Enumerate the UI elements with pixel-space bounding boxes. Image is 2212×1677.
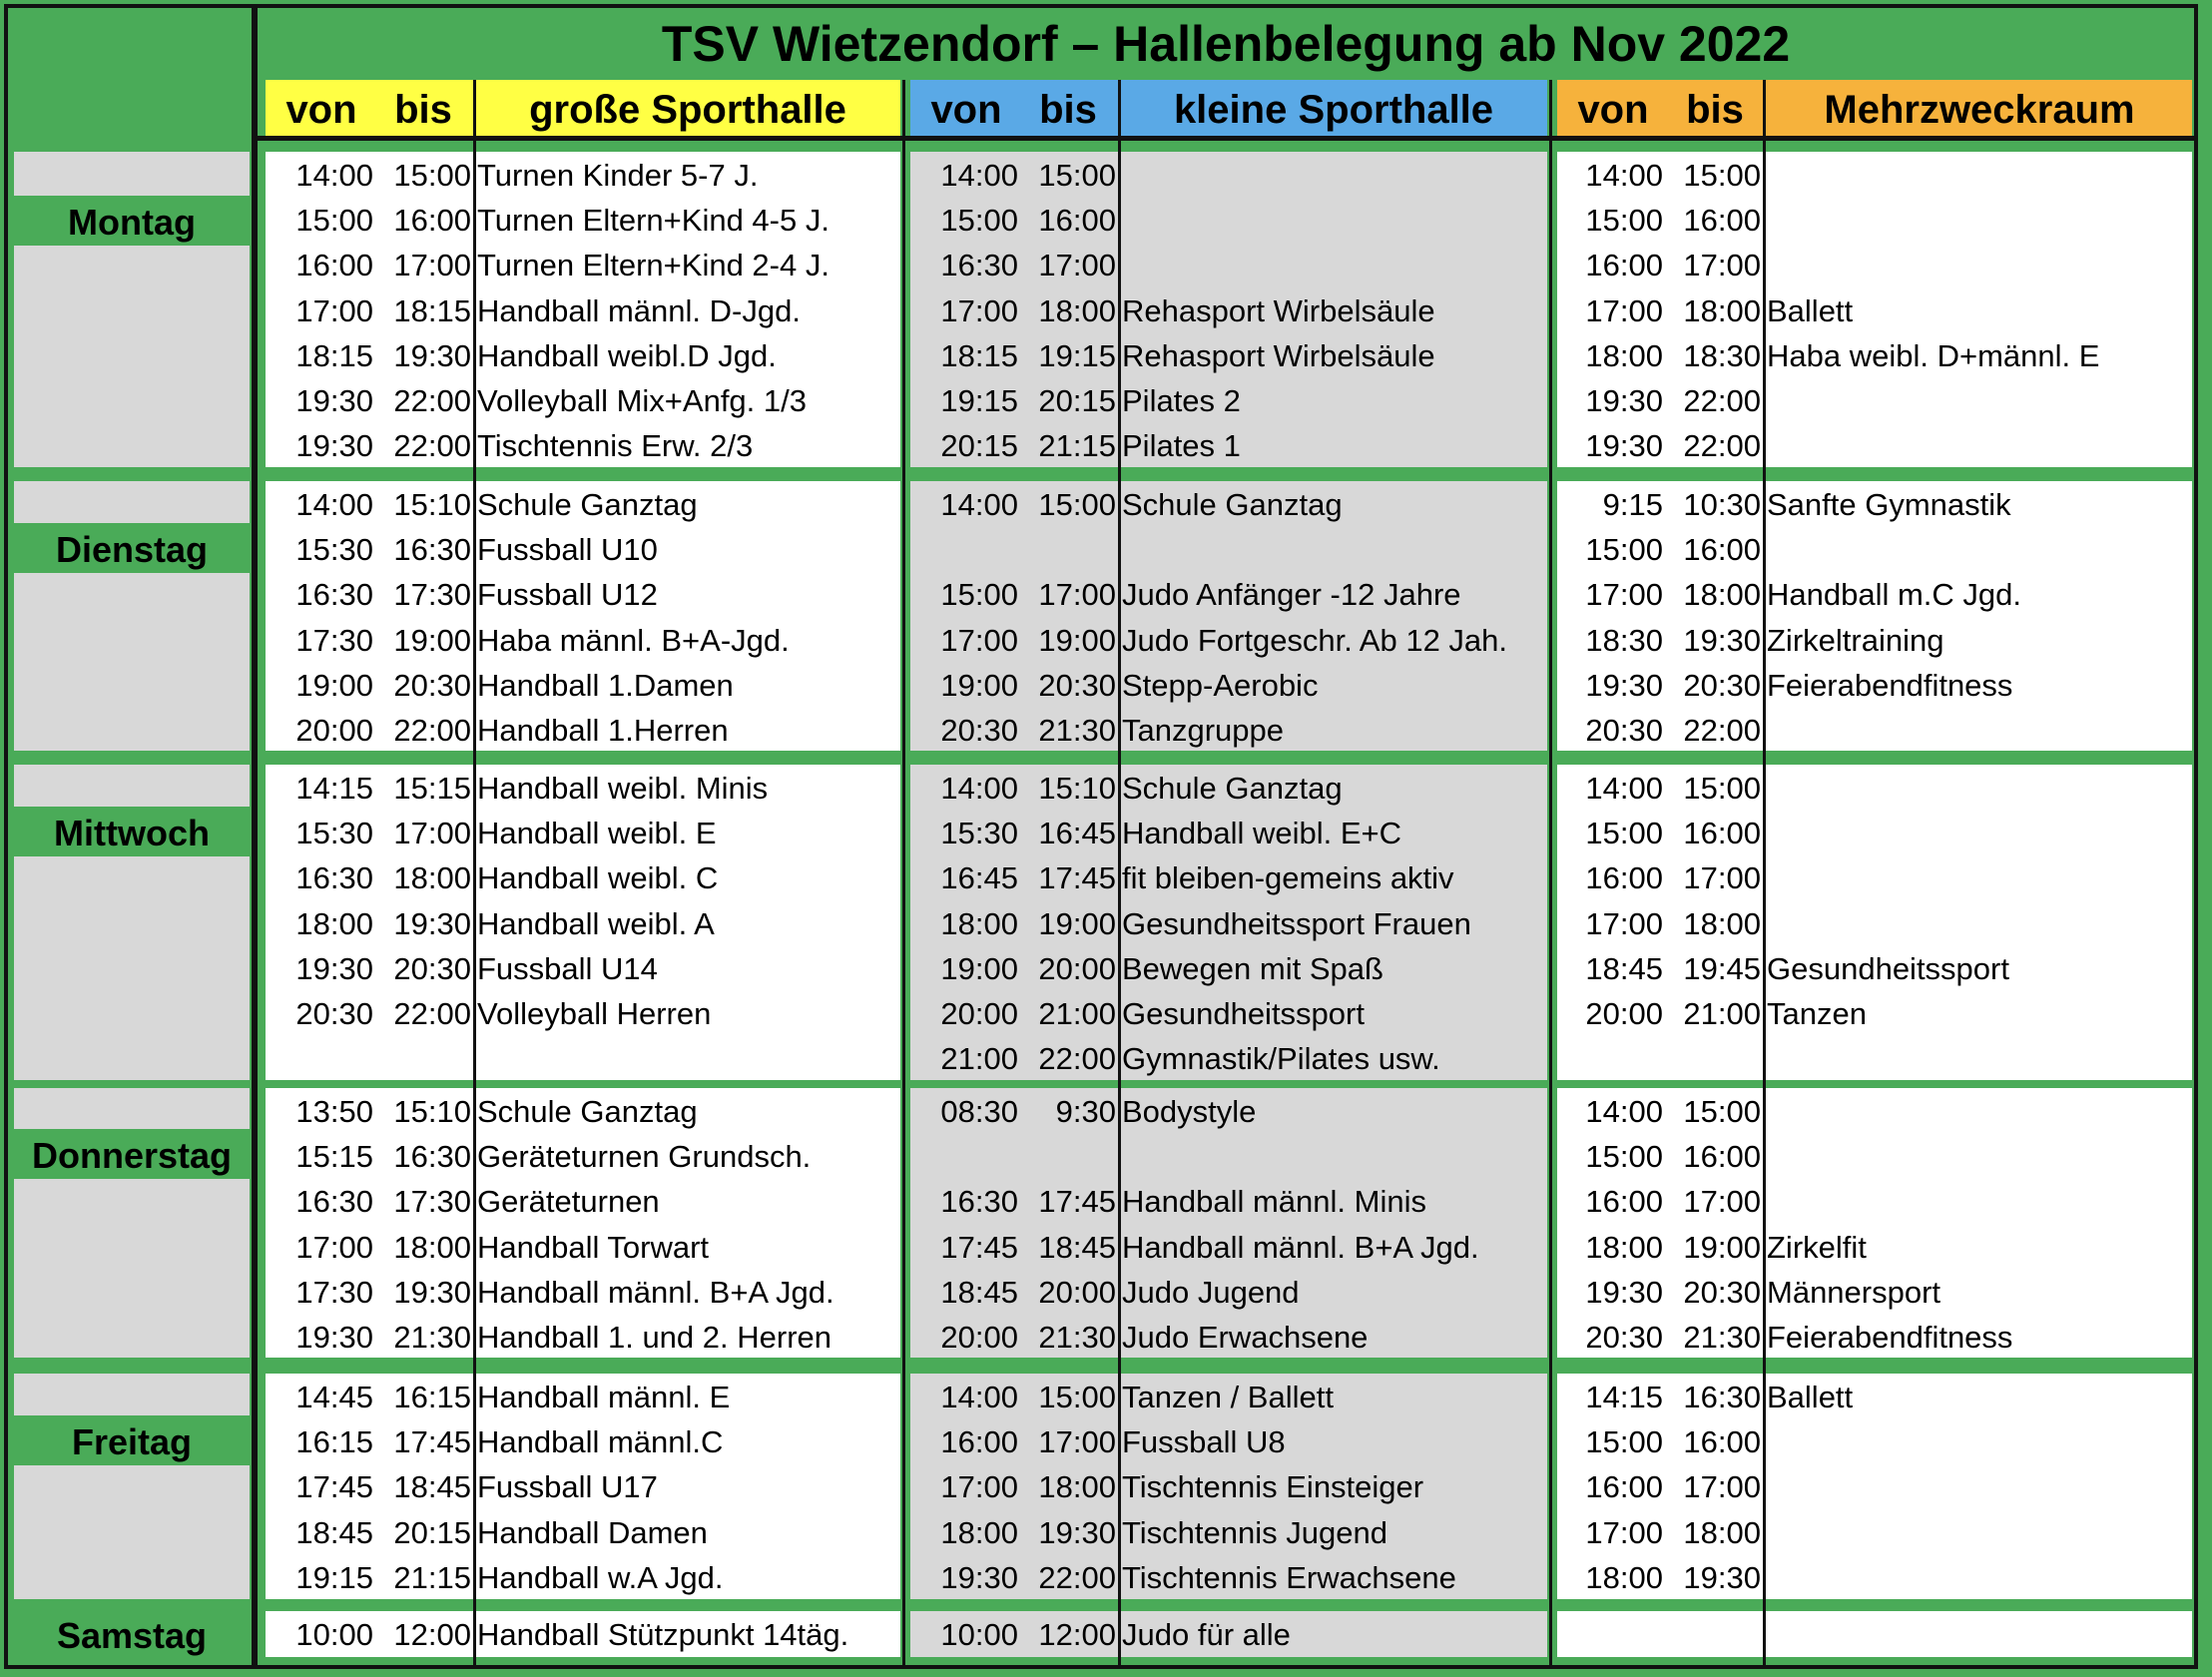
time-from: 18:30 xyxy=(1585,622,1663,658)
activity-entry: Handball männl. Minis xyxy=(1122,1184,1426,1220)
time-from: 18:15 xyxy=(940,337,1018,373)
time-to: 19:30 xyxy=(393,905,471,941)
time-to: 22:00 xyxy=(1683,713,1761,748)
time-to: 19:30 xyxy=(1683,622,1761,658)
day-column-divider xyxy=(252,4,258,1669)
time-to: 15:00 xyxy=(1038,1380,1116,1414)
time-to: 17:45 xyxy=(393,1424,471,1460)
time-from: 15:30 xyxy=(940,816,1018,851)
time-from: 18:00 xyxy=(295,905,373,941)
activity-entry: Tischtennis Erwachsene xyxy=(1122,1559,1456,1595)
time-to: 16:15 xyxy=(393,1380,471,1414)
time-to: 17:30 xyxy=(393,577,471,613)
time-from: 16:00 xyxy=(1585,1184,1663,1220)
activity-entry: Judo Jugend xyxy=(1122,1274,1300,1310)
time-to: 15:00 xyxy=(1683,1094,1761,1129)
time-from: 16:00 xyxy=(1585,1469,1663,1505)
activity-entry: Fussball U17 xyxy=(477,1469,658,1505)
time-from: 14:00 xyxy=(1585,771,1663,806)
time-from: 17:45 xyxy=(295,1469,373,1505)
divider-hall-1 xyxy=(902,80,905,1667)
time-from: 18:00 xyxy=(940,1514,1018,1550)
hall-header-1: große Sporthalle xyxy=(529,88,846,132)
time-from: 17:00 xyxy=(295,292,373,328)
time-from: 19:15 xyxy=(295,1559,373,1595)
activity-entry: Ballett xyxy=(1767,292,1854,328)
time-from: 19:30 xyxy=(1585,667,1663,703)
time-from: 20:30 xyxy=(940,713,1018,748)
activity-entry: Geräteturnen Grundsch. xyxy=(477,1139,812,1175)
time-to: 22:00 xyxy=(1038,1041,1116,1077)
time-to: 18:30 xyxy=(1683,337,1761,373)
time-from: 15:15 xyxy=(295,1139,373,1175)
time-to: 18:15 xyxy=(393,292,471,328)
time-from: 18:00 xyxy=(1585,1229,1663,1265)
activity-entry: Volleyball Herren xyxy=(477,996,712,1031)
time-from: 9:15 xyxy=(1602,487,1663,522)
day-label-dienstag: Dienstag xyxy=(55,529,209,570)
activity-entry: Judo Anfänger -12 Jahre xyxy=(1122,577,1461,613)
time-from: 14:00 xyxy=(940,771,1018,806)
from-header-2: von xyxy=(930,88,1002,132)
time-to: 19:15 xyxy=(1038,337,1116,373)
time-from: 17:00 xyxy=(1585,577,1663,613)
time-to: 19:30 xyxy=(1683,1559,1761,1595)
time-from: 14:00 xyxy=(295,487,373,522)
time-to: 21:00 xyxy=(1038,996,1116,1031)
time-from: 15:00 xyxy=(1585,1139,1663,1175)
time-from: 19:00 xyxy=(940,667,1018,703)
header-rule xyxy=(256,136,2196,141)
activity-entry: Fussball U8 xyxy=(1122,1424,1286,1460)
day-label-freitag: Freitag xyxy=(71,1421,193,1462)
time-from: 15:00 xyxy=(295,203,373,239)
time-to: 17:00 xyxy=(1683,860,1761,896)
activity-entry: Handball Torwart xyxy=(477,1229,710,1265)
time-to: 15:10 xyxy=(1038,771,1116,806)
time-to: 19:00 xyxy=(1683,1229,1761,1265)
time-from: 14:00 xyxy=(940,1380,1018,1414)
time-from: 17:00 xyxy=(1585,1514,1663,1550)
time-from: 15:00 xyxy=(940,577,1018,613)
time-from: 17:00 xyxy=(1585,292,1663,328)
time-from: 14:00 xyxy=(940,158,1018,193)
activity-entry: Geräteturnen xyxy=(477,1184,660,1220)
time-from: 15:30 xyxy=(295,532,373,568)
time-from: 15:30 xyxy=(295,816,373,851)
activity-entry: Schule Ganztag xyxy=(1122,771,1343,806)
activity-entry: Feierabendfitness xyxy=(1767,1320,2013,1355)
time-to: 18:00 xyxy=(1683,292,1761,328)
time-to: 18:00 xyxy=(1038,292,1116,328)
activity-entry: Handball weibl. C xyxy=(477,860,719,896)
time-from: 15:00 xyxy=(1585,532,1663,568)
to-header-2: bis xyxy=(1039,88,1097,132)
activity-entry: Turnen Eltern+Kind 4-5 J. xyxy=(477,203,830,239)
activity-entry: Männersport xyxy=(1767,1274,1941,1310)
time-to: 22:00 xyxy=(393,996,471,1031)
activity-entry: fit bleiben-gemeins aktiv xyxy=(1122,860,1454,896)
time-from: 19:30 xyxy=(1585,1274,1663,1310)
activity-entry: Handball Damen xyxy=(477,1514,708,1550)
time-from: 18:45 xyxy=(295,1514,373,1550)
time-to: 20:30 xyxy=(393,950,471,986)
time-to: 16:30 xyxy=(393,1139,471,1175)
time-to: 20:00 xyxy=(1038,950,1116,986)
activity-entry: Handball männl. E xyxy=(477,1380,731,1414)
time-from: 20:00 xyxy=(295,713,373,748)
time-to: 19:00 xyxy=(393,622,471,658)
time-from: 18:45 xyxy=(940,1274,1018,1310)
time-to: 16:30 xyxy=(393,532,471,568)
time-from: 18:00 xyxy=(1585,1559,1663,1595)
activity-entry: Handball männl. B+A Jgd. xyxy=(477,1274,834,1310)
time-from: 16:00 xyxy=(295,248,373,283)
activity-entry: Gesundheitssport Frauen xyxy=(1122,905,1471,941)
activity-entry: Stepp-Aerobic xyxy=(1122,667,1319,703)
time-to: 16:30 xyxy=(1683,1380,1761,1414)
time-to: 20:30 xyxy=(1038,667,1116,703)
time-to: 21:15 xyxy=(1038,428,1116,464)
time-to: 15:00 xyxy=(1683,771,1761,806)
activity-entry: Zirkelfit xyxy=(1767,1229,1867,1265)
time-to: 18:45 xyxy=(393,1469,471,1505)
day-column-bg-4 xyxy=(14,1374,250,1599)
time-from: 14:00 xyxy=(1585,1094,1663,1129)
time-from: 19:30 xyxy=(295,383,373,418)
time-from: 18:15 xyxy=(295,337,373,373)
time-from: 17:30 xyxy=(295,622,373,658)
time-from: 15:00 xyxy=(1585,1424,1663,1460)
time-to: 18:00 xyxy=(393,860,471,896)
activity-entry: Tischtennis Jugend xyxy=(1122,1514,1387,1550)
time-to: 22:00 xyxy=(1683,428,1761,464)
activity-entry: Tanzen / Ballett xyxy=(1122,1380,1334,1414)
time-to: 20:30 xyxy=(1683,1274,1761,1310)
activity-entry: Handball weibl. E xyxy=(477,816,717,851)
time-to: 17:45 xyxy=(1038,860,1116,896)
time-to: 15:10 xyxy=(393,1094,471,1129)
time-from: 16:30 xyxy=(295,577,373,613)
day-label-montag: Montag xyxy=(68,202,196,243)
activity-entry: Handball weibl. Minis xyxy=(477,771,769,806)
activity-entry: Handball männl.C xyxy=(477,1424,724,1460)
time-to: 15:10 xyxy=(393,487,471,522)
time-from: 10:00 xyxy=(295,1617,373,1652)
activity-entry: Handball weibl. A xyxy=(477,905,715,941)
activity-entry: Fussball U12 xyxy=(477,577,658,613)
page-title: TSV Wietzendorf – Hallenbelegung ab Nov 2022 xyxy=(661,16,1791,72)
time-to: 21:30 xyxy=(393,1320,471,1355)
time-to: 16:00 xyxy=(1683,1139,1761,1175)
time-from: 16:30 xyxy=(295,860,373,896)
activity-entry: Feierabendfitness xyxy=(1767,667,2013,703)
time-to: 22:00 xyxy=(1683,383,1761,418)
time-to: 18:00 xyxy=(393,1229,471,1265)
time-to: 19:30 xyxy=(1038,1514,1116,1550)
time-to: 22:00 xyxy=(1038,1559,1116,1595)
time-to: 17:45 xyxy=(1038,1184,1116,1220)
activity-entry: Haba männl. B+A-Jgd. xyxy=(477,622,790,658)
section-bg-5-2 xyxy=(1557,1611,2192,1657)
activity-entry: Bodystyle xyxy=(1122,1094,1257,1129)
activity-entry: Turnen Kinder 5-7 J. xyxy=(477,158,759,193)
time-to: 18:00 xyxy=(1038,1469,1116,1505)
activity-entry: Judo Erwachsene xyxy=(1122,1320,1369,1355)
activity-entry: Handball 1.Herren xyxy=(477,713,729,748)
time-from: 19:00 xyxy=(295,667,373,703)
time-from: 14:00 xyxy=(295,158,373,193)
time-to: 12:00 xyxy=(1038,1617,1116,1652)
time-to: 19:30 xyxy=(393,1274,471,1310)
time-to: 17:00 xyxy=(393,816,471,851)
time-to: 16:00 xyxy=(1038,203,1116,239)
time-from: 21:00 xyxy=(940,1041,1018,1077)
activity-entry: Handball w.A Jgd. xyxy=(477,1559,724,1595)
time-to: 15:15 xyxy=(393,771,471,806)
time-to: 15:00 xyxy=(1683,158,1761,193)
time-from: 18:45 xyxy=(1585,950,1663,986)
time-to: 19:00 xyxy=(1038,622,1116,658)
activity-entry: Schule Ganztag xyxy=(477,1094,698,1129)
time-to: 20:30 xyxy=(393,667,471,703)
time-from: 14:45 xyxy=(295,1380,373,1414)
activity-entry: Tanzgruppe xyxy=(1122,713,1285,748)
time-from: 16:00 xyxy=(1585,860,1663,896)
activity-entry: Ballett xyxy=(1767,1380,1854,1414)
activity-entry: Turnen Eltern+Kind 2-4 J. xyxy=(477,248,830,283)
time-to: 15:00 xyxy=(1038,487,1116,522)
to-header-1: bis xyxy=(394,88,452,132)
time-to: 15:00 xyxy=(1038,158,1116,193)
activity-entry: Rehasport Wirbelsäule xyxy=(1122,292,1435,328)
activity-entry: Handball Stützpunkt 14täg. xyxy=(477,1617,849,1652)
to-header-3: bis xyxy=(1686,88,1744,132)
hall-header-3: Mehrzweckraum xyxy=(1824,88,2135,132)
time-to: 17:00 xyxy=(393,248,471,283)
activity-entry: Haba weibl. D+männl. E xyxy=(1767,337,2100,373)
activity-entry: Tischtennis Einsteiger xyxy=(1122,1469,1424,1505)
time-to: 16:00 xyxy=(1683,532,1761,568)
activity-entry: Handball weibl. E+C xyxy=(1122,816,1402,851)
time-to: 20:00 xyxy=(1038,1274,1116,1310)
time-from: 10:00 xyxy=(940,1617,1018,1652)
activity-entry: Schule Ganztag xyxy=(1122,487,1343,522)
time-from: 19:00 xyxy=(940,950,1018,986)
time-from: 16:30 xyxy=(295,1184,373,1220)
day-column-bg-1 xyxy=(14,481,250,751)
time-to: 12:00 xyxy=(393,1617,471,1652)
divider-name-1 xyxy=(473,80,476,1667)
time-from: 18:00 xyxy=(1585,337,1663,373)
time-from: 19:30 xyxy=(1585,428,1663,464)
time-to: 16:00 xyxy=(1683,816,1761,851)
time-from: 17:00 xyxy=(940,622,1018,658)
time-from: 19:30 xyxy=(295,1320,373,1355)
from-header-3: von xyxy=(1577,88,1649,132)
time-from: 16:45 xyxy=(940,860,1018,896)
time-from: 14:00 xyxy=(940,487,1018,522)
time-from: 16:30 xyxy=(940,248,1018,283)
activity-entry: Handball männl. B+A Jgd. xyxy=(1122,1229,1479,1265)
activity-entry: Pilates 1 xyxy=(1122,428,1241,464)
time-to: 19:45 xyxy=(1683,950,1761,986)
time-from: 17:00 xyxy=(940,1469,1018,1505)
time-to: 16:00 xyxy=(1683,1424,1761,1460)
time-from: 15:00 xyxy=(1585,203,1663,239)
time-from: 15:00 xyxy=(940,203,1018,239)
time-from: 16:00 xyxy=(940,1424,1018,1460)
time-from: 17:30 xyxy=(295,1274,373,1310)
time-from: 13:50 xyxy=(295,1094,373,1129)
time-to: 9:30 xyxy=(1055,1094,1116,1129)
divider-name-3 xyxy=(1763,80,1766,1667)
activity-entry: Pilates 2 xyxy=(1122,383,1241,418)
day-label-donnerstag: Donnerstag xyxy=(31,1135,233,1176)
time-from: 19:30 xyxy=(940,1559,1018,1595)
time-to: 21:30 xyxy=(1038,1320,1116,1355)
divider-hall-2 xyxy=(1549,80,1552,1667)
activity-entry: Gesundheitssport xyxy=(1767,950,2009,986)
activity-entry: Handball 1.Damen xyxy=(477,667,734,703)
time-from: 20:30 xyxy=(1585,713,1663,748)
time-from: 19:30 xyxy=(295,950,373,986)
time-from: 16:15 xyxy=(295,1424,373,1460)
time-from: 17:00 xyxy=(295,1229,373,1265)
activity-entry: Gesundheitssport xyxy=(1122,996,1365,1031)
day-label-samstag: Samstag xyxy=(56,1615,208,1656)
activity-entry: Bewegen mit Spaß xyxy=(1122,950,1383,986)
activity-entry: Tischtennis Erw. 2/3 xyxy=(477,428,754,464)
activity-entry: Handball m.C Jgd. xyxy=(1767,577,2022,613)
activity-entry: Judo Fortgeschr. Ab 12 Jah. xyxy=(1122,622,1508,658)
time-to: 21:15 xyxy=(393,1559,471,1595)
time-from: 16:30 xyxy=(940,1184,1018,1220)
time-to: 17:00 xyxy=(1683,248,1761,283)
activity-entry: Fussball U10 xyxy=(477,532,658,568)
time-from: 19:30 xyxy=(295,428,373,464)
activity-entry: Volleyball Mix+Anfg. 1/3 xyxy=(477,383,807,418)
time-from: 16:00 xyxy=(1585,248,1663,283)
time-to: 17:00 xyxy=(1683,1184,1761,1220)
time-to: 17:00 xyxy=(1683,1469,1761,1505)
time-to: 17:00 xyxy=(1038,1424,1116,1460)
time-from: 18:00 xyxy=(940,905,1018,941)
from-header-1: von xyxy=(285,88,357,132)
activity-entry: Zirkeltraining xyxy=(1767,622,1944,658)
time-to: 22:00 xyxy=(393,713,471,748)
time-to: 10:30 xyxy=(1683,487,1761,522)
time-to: 17:30 xyxy=(393,1184,471,1220)
time-to: 20:15 xyxy=(1038,383,1116,418)
time-from: 19:30 xyxy=(1585,383,1663,418)
day-label-mittwoch: Mittwoch xyxy=(54,813,210,853)
activity-entry: Gymnastik/Pilates usw. xyxy=(1122,1041,1440,1077)
time-from: 20:30 xyxy=(1585,1320,1663,1355)
time-from: 20:00 xyxy=(1585,996,1663,1031)
activity-entry: Schule Ganztag xyxy=(477,487,698,522)
time-to: 18:00 xyxy=(1683,905,1761,941)
time-to: 20:15 xyxy=(393,1514,471,1550)
activity-entry: Handball männl. D-Jgd. xyxy=(477,292,801,328)
time-to: 16:45 xyxy=(1038,816,1116,851)
time-to: 19:00 xyxy=(1038,905,1116,941)
activity-entry: Handball 1. und 2. Herren xyxy=(477,1320,832,1355)
time-from: 17:00 xyxy=(1585,905,1663,941)
activity-entry: Sanfte Gymnastik xyxy=(1767,487,2011,522)
divider-name-2 xyxy=(1118,80,1121,1667)
time-to: 22:00 xyxy=(393,383,471,418)
time-to: 16:00 xyxy=(1683,203,1761,239)
time-to: 17:00 xyxy=(1038,577,1116,613)
activity-entry: Handball weibl.D Jgd. xyxy=(477,337,777,373)
time-to: 22:00 xyxy=(393,428,471,464)
time-from: 17:45 xyxy=(940,1229,1018,1265)
time-to: 21:30 xyxy=(1683,1320,1761,1355)
time-from: 08:30 xyxy=(940,1094,1018,1129)
activity-entry: Judo für alle xyxy=(1122,1617,1291,1652)
time-to: 19:30 xyxy=(393,337,471,373)
time-to: 20:30 xyxy=(1683,667,1761,703)
time-to: 17:00 xyxy=(1038,248,1116,283)
time-to: 15:00 xyxy=(393,158,471,193)
time-from: 20:30 xyxy=(295,996,373,1031)
time-from: 15:00 xyxy=(1585,816,1663,851)
hall-header-2: kleine Sporthalle xyxy=(1173,88,1494,132)
time-from: 19:15 xyxy=(940,383,1018,418)
time-from: 20:15 xyxy=(940,428,1018,464)
time-from: 14:15 xyxy=(1585,1380,1663,1414)
time-to: 18:00 xyxy=(1683,577,1761,613)
time-from: 14:00 xyxy=(1585,158,1663,193)
time-from: 20:00 xyxy=(940,996,1018,1031)
activity-entry: Rehasport Wirbelsäule xyxy=(1122,337,1435,373)
activity-entry: Tanzen xyxy=(1767,996,1867,1031)
time-from: 20:00 xyxy=(940,1320,1018,1355)
time-to: 18:00 xyxy=(1683,1514,1761,1550)
time-to: 21:00 xyxy=(1683,996,1761,1031)
time-to: 21:30 xyxy=(1038,713,1116,748)
time-to: 18:45 xyxy=(1038,1229,1116,1265)
activity-entry: Fussball U14 xyxy=(477,950,658,986)
time-to: 16:00 xyxy=(393,203,471,239)
time-from: 17:00 xyxy=(940,292,1018,328)
time-from: 14:15 xyxy=(295,771,373,806)
